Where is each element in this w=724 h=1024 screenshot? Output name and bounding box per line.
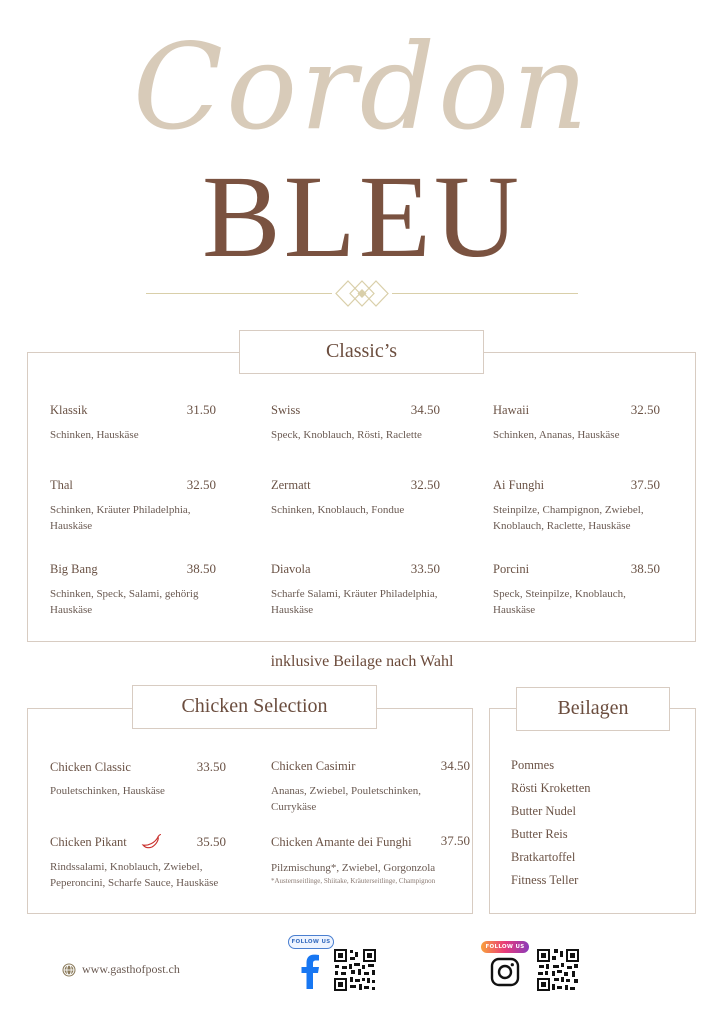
facebook-qr-code-icon <box>333 948 377 992</box>
menu-item-desc: Schinken, Ananas, Hauskäse <box>493 429 620 441</box>
facebook-icon[interactable] <box>298 953 322 989</box>
menu-item-desc: Pilzmischung*, Zwiebel, Gorgonzola <box>271 862 436 874</box>
menu-item-name: Big Bang <box>50 562 98 576</box>
menu-item-desc: Speck, Steinpilze, Knoblauch, Hauskäse <box>493 588 626 616</box>
menu-item-desc: Schinken, Knoblauch, Fondue <box>271 504 405 516</box>
side-item: Rösti Kroketten <box>511 781 591 795</box>
menu-item-desc: Pouletschinken, Hauskäse <box>50 785 165 797</box>
facebook-follow-badge[interactable]: FOLLOW US <box>288 935 334 949</box>
divider-right <box>392 293 578 294</box>
menu-item-price: 34.50 <box>440 758 470 773</box>
divider-left <box>146 293 332 294</box>
instagram-icon[interactable] <box>490 957 520 987</box>
menu-item-desc: Schinken, Speck, Salami, gehörig Hauskäse <box>50 588 199 616</box>
beilagen-heading: Beilagen <box>516 687 670 731</box>
title-main: BLEU <box>201 151 523 282</box>
globe-icon <box>62 963 76 977</box>
menu-item-desc: Schinken, Hauskäse <box>50 429 139 441</box>
side-item: Butter Nudel <box>511 804 576 818</box>
website-link[interactable]: www.gasthofpost.ch <box>82 962 180 976</box>
menu-item-name: Diavola <box>271 562 311 576</box>
menu-item-note: *Austernseitlinge, Shiitake, Kräuterseitlinge, Champignon <box>271 877 436 885</box>
menu-item-price: 34.50 <box>410 402 440 417</box>
menu-item-desc: Schinken, Kräuter Philadelphia, Hauskäse <box>50 504 191 532</box>
menu-item-price: 35.50 <box>196 834 226 849</box>
chili-pepper-icon <box>140 833 162 849</box>
menu-item-name: Porcini <box>493 562 530 576</box>
menu-item-desc: Speck, Knoblauch, Rösti, Raclette <box>271 429 422 441</box>
menu-item-desc: Steinpilze, Champignon, Zwiebel, Knoblauch, Raclette, Hauskäse <box>493 504 644 532</box>
menu-item-name: Chicken Pikant <box>50 835 127 849</box>
menu-item-name: Chicken Classic <box>50 760 131 774</box>
menu-item-price: 31.50 <box>186 402 216 417</box>
instagram-qr-code-icon <box>536 948 580 992</box>
menu-item-desc: Scharfe Salami, Kräuter Philadelphia, Hauskäse <box>271 588 438 616</box>
menu-item-name: Swiss <box>271 403 301 417</box>
menu-item-desc: Rindssalami, Knoblauch, Zwiebel, Peperoncini, Scharfe Sauce, Hauskäse <box>50 861 219 889</box>
menu-item-price: 37.50 <box>440 833 470 848</box>
menu-item-name: Klassik <box>50 403 88 417</box>
chicken-heading: Chicken Selection <box>132 685 377 729</box>
menu-item-name: Thal <box>50 478 73 492</box>
menu-item-name: Chicken Casimir <box>271 759 356 773</box>
title-script: Cordon <box>132 18 592 156</box>
menu-item-name: Ai Funghi <box>493 478 545 492</box>
menu-item-price: 32.50 <box>410 477 440 492</box>
menu-item-price: 38.50 <box>186 561 216 576</box>
side-item: Fitness Teller <box>511 873 579 887</box>
menu-item-price: 37.50 <box>630 477 660 492</box>
menu-item-desc: Ananas, Zwiebel, Pouletschinken, Currykäse <box>271 785 421 813</box>
side-item: Pommes <box>511 758 555 772</box>
menu-item-price: 33.50 <box>196 759 226 774</box>
menu-item-price: 32.50 <box>186 477 216 492</box>
side-item: Bratkartoffel <box>511 850 576 864</box>
menu-item-price: 32.50 <box>630 402 660 417</box>
menu-item-name: Chicken Amante dei Funghi <box>271 835 412 849</box>
inklusive-note: inklusive Beilage nach Wahl <box>270 653 454 670</box>
menu-item-name: Zermatt <box>271 478 311 492</box>
side-item: Butter Reis <box>511 827 568 841</box>
menu-item-price: 33.50 <box>410 561 440 576</box>
menu-item-name: Hawaii <box>493 403 530 417</box>
classics-heading: Classic’s <box>239 330 484 374</box>
diamond-ornament-icon <box>330 280 394 307</box>
instagram-follow-badge[interactable]: FOLLOW US <box>481 941 529 953</box>
menu-item-price: 38.50 <box>630 561 660 576</box>
